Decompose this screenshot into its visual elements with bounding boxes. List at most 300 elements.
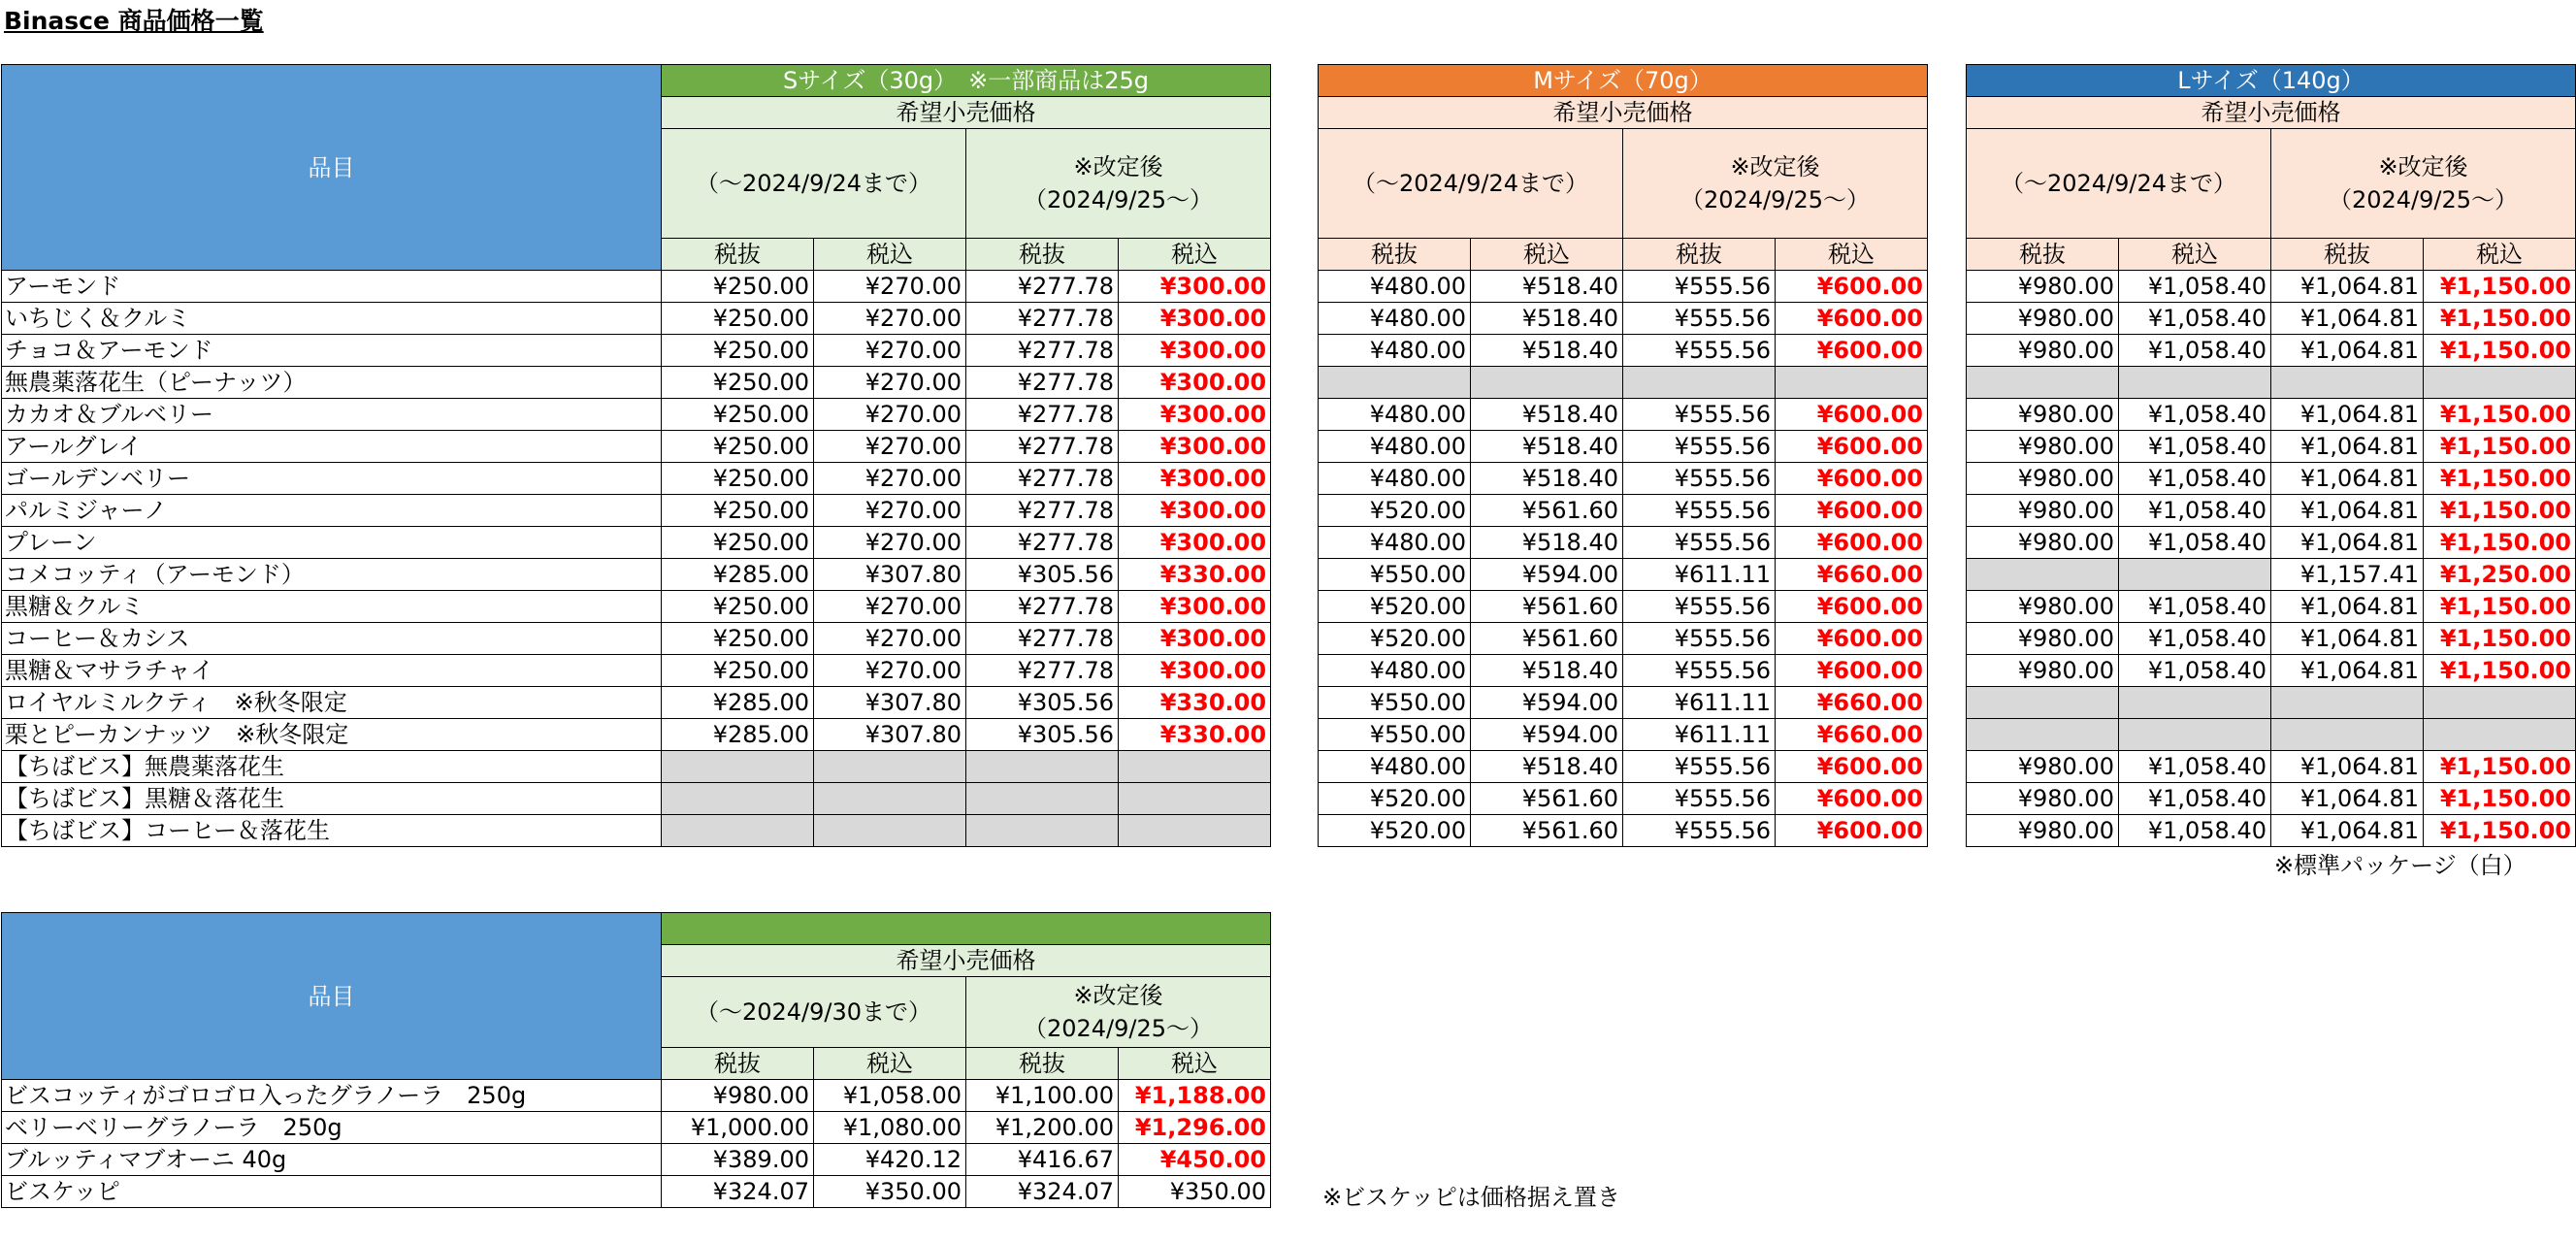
- item-name: コーヒー＆カシス: [2, 623, 662, 655]
- empty-cell: [966, 783, 1119, 815]
- price-cell: ¥518.40: [1471, 751, 1623, 783]
- price-cell: ¥660.00: [1776, 719, 1928, 751]
- item-name: ビスケッピ: [2, 1176, 662, 1208]
- table-row: [2, 1176, 1271, 1208]
- empty-cell: [1776, 367, 1928, 399]
- price-cell: ¥980.00: [1967, 527, 2119, 559]
- price-cell: ¥600.00: [1776, 431, 1928, 463]
- price-cell: ¥480.00: [1319, 399, 1471, 431]
- item-name: 黒糖＆クルミ: [2, 591, 662, 623]
- price-cell: ¥980.00: [1967, 303, 2119, 335]
- item-header: 品目: [2, 913, 662, 1080]
- price-cell: ¥1,150.00: [2424, 815, 2576, 847]
- table-row: [1967, 783, 2576, 815]
- table-row: [1319, 623, 1928, 655]
- table-row: [1967, 719, 2576, 751]
- empty-cell: [1471, 367, 1623, 399]
- price-cell: ¥980.00: [1967, 335, 2119, 367]
- empty-cell: [814, 783, 966, 815]
- price-cell: ¥1,150.00: [2424, 335, 2576, 367]
- price-cell: ¥270.00: [814, 367, 966, 399]
- price-cell: ¥389.00: [662, 1144, 814, 1176]
- price-cell: ¥277.78: [966, 623, 1119, 655]
- tax-incl-header: 税込: [814, 239, 966, 271]
- price-cell: ¥300.00: [1119, 367, 1271, 399]
- price-cell: ¥480.00: [1319, 751, 1471, 783]
- category-header: [662, 913, 1271, 945]
- table-row: [1319, 687, 1928, 719]
- table-row: [2, 271, 1271, 303]
- price-cell: ¥1,058.40: [2119, 655, 2271, 687]
- item-name: 栗とピーカンナッツ ※秋冬限定: [2, 719, 662, 751]
- price-cell: ¥300.00: [1119, 591, 1271, 623]
- price-cell: ¥1,058.40: [2119, 815, 2271, 847]
- price-cell: ¥305.56: [966, 559, 1119, 591]
- table-row: [2, 335, 1271, 367]
- price-cell: ¥1,150.00: [2424, 271, 2576, 303]
- table-row: [2, 655, 1271, 687]
- price-cell: ¥1,064.81: [2271, 815, 2424, 847]
- table-row: [1319, 271, 1928, 303]
- before-period-header: （～2024/9/24まで）: [1967, 129, 2271, 239]
- empty-cell: [966, 815, 1119, 847]
- price-cell: ¥270.00: [814, 591, 966, 623]
- price-cell: ¥1,064.81: [2271, 623, 2424, 655]
- price-cell: ¥1,080.00: [814, 1112, 966, 1144]
- empty-cell: [2424, 719, 2576, 751]
- price-cell: ¥1,150.00: [2424, 495, 2576, 527]
- price-cell: ¥1,150.00: [2424, 303, 2576, 335]
- price-cell: ¥480.00: [1319, 655, 1471, 687]
- price-cell: ¥277.78: [966, 335, 1119, 367]
- price-cell: ¥330.00: [1119, 719, 1271, 751]
- table-row: [2, 399, 1271, 431]
- empty-cell: [662, 751, 814, 783]
- tax-excl-header: 税抜: [1319, 239, 1471, 271]
- price-cell: ¥555.56: [1623, 463, 1776, 495]
- price-cell: ¥1,058.40: [2119, 623, 2271, 655]
- table-row: [2, 303, 1271, 335]
- price-cell: ¥1,150.00: [2424, 591, 2576, 623]
- price-cell: ¥250.00: [662, 335, 814, 367]
- price-cell: ¥416.67: [966, 1144, 1119, 1176]
- item-name: チョコ＆アーモンド: [2, 335, 662, 367]
- item-name: アーモンド: [2, 271, 662, 303]
- table-row: [1967, 271, 2576, 303]
- table-row: [1967, 303, 2576, 335]
- price-cell: ¥420.12: [814, 1144, 966, 1176]
- price-cell: ¥250.00: [662, 399, 814, 431]
- table-row: [1319, 751, 1928, 783]
- price-cell: ¥555.56: [1623, 399, 1776, 431]
- tax-incl-header: 税込: [814, 1048, 966, 1080]
- price-cell: ¥305.56: [966, 687, 1119, 719]
- price-cell: ¥518.40: [1471, 463, 1623, 495]
- retail-price-header: 希望小売価格: [1967, 97, 2576, 129]
- price-cell: ¥561.60: [1471, 591, 1623, 623]
- tax-incl-header: 税込: [2119, 239, 2271, 271]
- empty-cell: [1319, 367, 1471, 399]
- table-row: [1319, 559, 1928, 591]
- price-cell: ¥250.00: [662, 431, 814, 463]
- price-cell: ¥285.00: [662, 559, 814, 591]
- price-cell: ¥594.00: [1471, 559, 1623, 591]
- price-cell: ¥1,250.00: [2424, 559, 2576, 591]
- table-row: [1319, 399, 1928, 431]
- price-cell: ¥611.11: [1623, 719, 1776, 751]
- s-size-price-table: [1, 64, 1271, 847]
- price-cell: ¥600.00: [1776, 815, 1928, 847]
- price-cell: ¥1,058.40: [2119, 751, 2271, 783]
- price-cell: ¥350.00: [814, 1176, 966, 1208]
- price-cell: ¥555.56: [1623, 815, 1776, 847]
- price-cell: ¥305.56: [966, 719, 1119, 751]
- price-cell: ¥270.00: [814, 431, 966, 463]
- price-cell: ¥480.00: [1319, 527, 1471, 559]
- item-name: 【ちばビス】黒糖＆落花生: [2, 783, 662, 815]
- tax-incl-header: 税込: [2424, 239, 2576, 271]
- table-row: [1967, 591, 2576, 623]
- price-cell: ¥270.00: [814, 623, 966, 655]
- price-cell: ¥980.00: [1967, 623, 2119, 655]
- package-note: ※標準パッケージ（白）: [2274, 852, 2527, 879]
- table-row: [1319, 463, 1928, 495]
- table-row: [1319, 431, 1928, 463]
- price-cell: ¥285.00: [662, 687, 814, 719]
- price-cell: ¥1,058.40: [2119, 399, 2271, 431]
- price-cell: ¥1,064.81: [2271, 303, 2424, 335]
- price-cell: ¥555.56: [1623, 591, 1776, 623]
- price-cell: ¥1,157.41: [2271, 559, 2424, 591]
- price-cell: ¥300.00: [1119, 431, 1271, 463]
- price-cell: ¥250.00: [662, 655, 814, 687]
- price-cell: ¥250.00: [662, 463, 814, 495]
- price-cell: ¥980.00: [1967, 591, 2119, 623]
- price-cell: ¥300.00: [1119, 655, 1271, 687]
- price-cell: ¥1,150.00: [2424, 431, 2576, 463]
- tax-excl-header: 税抜: [966, 1048, 1119, 1080]
- price-cell: ¥277.78: [966, 367, 1119, 399]
- s-size-header: Sサイズ（30g） ※一部商品は25g: [662, 65, 1271, 97]
- before-period-header: （～2024/9/24まで）: [662, 129, 966, 239]
- price-cell: ¥270.00: [814, 303, 966, 335]
- empty-cell: [1967, 367, 2119, 399]
- price-cell: ¥277.78: [966, 399, 1119, 431]
- after-period-header: ※改定後 （2024/9/25～）: [2271, 129, 2576, 239]
- table-row: [1319, 335, 1928, 367]
- tax-incl-header: 税込: [1119, 1048, 1271, 1080]
- price-cell: ¥520.00: [1319, 623, 1471, 655]
- price-cell: ¥594.00: [1471, 687, 1623, 719]
- after-period-header: ※改定後 （2024/9/25～）: [1623, 129, 1928, 239]
- price-cell: ¥555.56: [1623, 751, 1776, 783]
- price-cell: ¥980.00: [1967, 463, 2119, 495]
- item-header: 品目: [2, 65, 662, 271]
- table-row: [1319, 783, 1928, 815]
- price-cell: ¥250.00: [662, 527, 814, 559]
- table-row: [2, 527, 1271, 559]
- price-cell: ¥277.78: [966, 431, 1119, 463]
- before-period-header: （～2024/9/24まで）: [1319, 129, 1623, 239]
- price-cell: ¥520.00: [1319, 495, 1471, 527]
- price-cell: ¥1,150.00: [2424, 623, 2576, 655]
- empty-cell: [814, 815, 966, 847]
- price-cell: ¥1,064.81: [2271, 591, 2424, 623]
- price-cell: ¥980.00: [662, 1080, 814, 1112]
- price-cell: ¥550.00: [1319, 687, 1471, 719]
- retail-price-header: 希望小売価格: [662, 97, 1271, 129]
- empty-cell: [1119, 751, 1271, 783]
- table-row: [1967, 655, 2576, 687]
- tax-excl-header: 税抜: [966, 239, 1119, 271]
- tax-excl-header: 税抜: [662, 239, 814, 271]
- price-cell: ¥1,064.81: [2271, 431, 2424, 463]
- price-cell: ¥1,064.81: [2271, 399, 2424, 431]
- table-row: [2, 719, 1271, 751]
- price-cell: ¥285.00: [662, 719, 814, 751]
- item-name: 【ちばビス】無農薬落花生: [2, 751, 662, 783]
- price-cell: ¥600.00: [1776, 655, 1928, 687]
- price-cell: ¥600.00: [1776, 783, 1928, 815]
- table-row: [2, 591, 1271, 623]
- tax-excl-header: 税抜: [1623, 239, 1776, 271]
- table-row: [2, 431, 1271, 463]
- item-name: カカオ＆ブルベリー: [2, 399, 662, 431]
- table-row: [1319, 591, 1928, 623]
- m-size-price-table: [1318, 64, 1928, 847]
- price-cell: ¥270.00: [814, 463, 966, 495]
- price-cell: ¥300.00: [1119, 527, 1271, 559]
- price-cell: ¥1,058.40: [2119, 271, 2271, 303]
- price-cell: ¥1,058.40: [2119, 431, 2271, 463]
- table-row: [1967, 335, 2576, 367]
- table-row: [1319, 719, 1928, 751]
- price-cell: ¥250.00: [662, 367, 814, 399]
- price-cell: ¥980.00: [1967, 815, 2119, 847]
- table-row: [2, 1144, 1271, 1176]
- price-cell: ¥600.00: [1776, 303, 1928, 335]
- price-cell: ¥980.00: [1967, 271, 2119, 303]
- empty-cell: [2424, 687, 2576, 719]
- price-cell: ¥1,064.81: [2271, 783, 2424, 815]
- price-cell: ¥270.00: [814, 527, 966, 559]
- item-name: ロイヤルミルクティ ※秋冬限定: [2, 687, 662, 719]
- empty-cell: [814, 751, 966, 783]
- table-row: [1967, 815, 2576, 847]
- price-cell: ¥1,064.81: [2271, 463, 2424, 495]
- m-size-header: Mサイズ（70g）: [1319, 65, 1928, 97]
- price-cell: ¥555.56: [1623, 271, 1776, 303]
- item-name: 【ちばビス】コーヒー＆落花生: [2, 815, 662, 847]
- empty-cell: [662, 815, 814, 847]
- table-row: [1319, 815, 1928, 847]
- price-cell: ¥300.00: [1119, 303, 1271, 335]
- table-row: [1967, 431, 2576, 463]
- empty-cell: [2271, 367, 2424, 399]
- table-row: [1319, 495, 1928, 527]
- item-name: コメコッティ（アーモンド）: [2, 559, 662, 591]
- empty-cell: [2424, 367, 2576, 399]
- price-cell: ¥277.78: [966, 463, 1119, 495]
- price-cell: ¥555.56: [1623, 623, 1776, 655]
- empty-cell: [2119, 687, 2271, 719]
- price-cell: ¥518.40: [1471, 399, 1623, 431]
- price-cell: ¥1,150.00: [2424, 783, 2576, 815]
- price-cell: ¥1,058.00: [814, 1080, 966, 1112]
- empty-cell: [2119, 367, 2271, 399]
- table-row: [1967, 527, 2576, 559]
- price-cell: ¥518.40: [1471, 431, 1623, 463]
- table-row: [2, 1080, 1271, 1112]
- price-cell: ¥450.00: [1119, 1144, 1271, 1176]
- price-cell: ¥561.60: [1471, 815, 1623, 847]
- price-cell: ¥324.07: [662, 1176, 814, 1208]
- price-cell: ¥555.56: [1623, 783, 1776, 815]
- table-row: [1319, 527, 1928, 559]
- price-cell: ¥600.00: [1776, 751, 1928, 783]
- item-name: 黒糖＆マサラチャイ: [2, 655, 662, 687]
- price-cell: ¥300.00: [1119, 271, 1271, 303]
- price-cell: ¥300.00: [1119, 463, 1271, 495]
- tax-excl-header: 税抜: [1967, 239, 2119, 271]
- price-cell: ¥330.00: [1119, 559, 1271, 591]
- price-cell: ¥277.78: [966, 527, 1119, 559]
- price-cell: ¥250.00: [662, 303, 814, 335]
- price-cell: ¥350.00: [1119, 1176, 1271, 1208]
- price-cell: ¥1,058.40: [2119, 527, 2271, 559]
- price-cell: ¥1,058.40: [2119, 783, 2271, 815]
- table-row: [1319, 303, 1928, 335]
- price-cell: ¥600.00: [1776, 271, 1928, 303]
- price-cell: ¥561.60: [1471, 495, 1623, 527]
- table-row: [2, 783, 1271, 815]
- item-name: 無農薬落花生（ピーナッツ）: [2, 367, 662, 399]
- price-cell: ¥480.00: [1319, 335, 1471, 367]
- table-row: [1967, 687, 2576, 719]
- price-cell: ¥520.00: [1319, 783, 1471, 815]
- price-cell: ¥1,064.81: [2271, 527, 2424, 559]
- price-cell: ¥980.00: [1967, 495, 2119, 527]
- table-row: [1967, 495, 2576, 527]
- price-cell: ¥300.00: [1119, 335, 1271, 367]
- tax-excl-header: 税抜: [662, 1048, 814, 1080]
- price-cell: ¥980.00: [1967, 431, 2119, 463]
- tax-incl-header: 税込: [1776, 239, 1928, 271]
- table-row: [2, 687, 1271, 719]
- price-cell: ¥1,000.00: [662, 1112, 814, 1144]
- price-cell: ¥1,188.00: [1119, 1080, 1271, 1112]
- price-cell: ¥561.60: [1471, 623, 1623, 655]
- price-cell: ¥980.00: [1967, 399, 2119, 431]
- price-cell: ¥611.11: [1623, 559, 1776, 591]
- page-title: Binasce 商品価格一覧: [4, 7, 264, 35]
- bisukeppi-note: ※ビスケッピは価格据え置き: [1322, 1184, 1620, 1211]
- price-cell: ¥555.56: [1623, 655, 1776, 687]
- price-cell: ¥277.78: [966, 591, 1119, 623]
- price-cell: ¥594.00: [1471, 719, 1623, 751]
- empty-cell: [1623, 367, 1776, 399]
- price-cell: ¥555.56: [1623, 303, 1776, 335]
- price-cell: ¥307.80: [814, 559, 966, 591]
- price-cell: ¥1,064.81: [2271, 495, 2424, 527]
- item-name: ブルッティマブオーニ 40g: [2, 1144, 662, 1176]
- item-name: プレーン: [2, 527, 662, 559]
- price-cell: ¥660.00: [1776, 687, 1928, 719]
- price-cell: ¥1,150.00: [2424, 527, 2576, 559]
- table-row: [1967, 751, 2576, 783]
- empty-cell: [1119, 783, 1271, 815]
- price-cell: ¥1,064.81: [2271, 335, 2424, 367]
- price-cell: ¥1,150.00: [2424, 399, 2576, 431]
- price-cell: ¥277.78: [966, 303, 1119, 335]
- price-cell: ¥600.00: [1776, 495, 1928, 527]
- price-cell: ¥1,058.40: [2119, 303, 2271, 335]
- price-cell: ¥270.00: [814, 271, 966, 303]
- table-row: [2, 495, 1271, 527]
- price-cell: ¥555.56: [1623, 527, 1776, 559]
- price-cell: ¥250.00: [662, 591, 814, 623]
- price-cell: ¥518.40: [1471, 303, 1623, 335]
- tax-incl-header: 税込: [1471, 239, 1623, 271]
- price-cell: ¥1,064.81: [2271, 271, 2424, 303]
- price-cell: ¥1,058.40: [2119, 463, 2271, 495]
- table-row: [2, 751, 1271, 783]
- price-cell: ¥480.00: [1319, 463, 1471, 495]
- price-cell: ¥480.00: [1319, 431, 1471, 463]
- price-cell: ¥518.40: [1471, 335, 1623, 367]
- price-cell: ¥550.00: [1319, 559, 1471, 591]
- price-cell: ¥480.00: [1319, 303, 1471, 335]
- price-cell: ¥980.00: [1967, 751, 2119, 783]
- price-cell: ¥1,200.00: [966, 1112, 1119, 1144]
- price-cell: ¥324.07: [966, 1176, 1119, 1208]
- price-cell: ¥250.00: [662, 271, 814, 303]
- price-cell: ¥1,064.81: [2271, 655, 2424, 687]
- empty-cell: [1967, 687, 2119, 719]
- table-row: [1967, 559, 2576, 591]
- after-period-header: ※改定後 （2024/9/25～）: [966, 129, 1271, 239]
- table-row: [1319, 655, 1928, 687]
- item-name: いちじく＆クルミ: [2, 303, 662, 335]
- price-cell: ¥600.00: [1776, 463, 1928, 495]
- price-cell: ¥518.40: [1471, 271, 1623, 303]
- price-cell: ¥1,058.40: [2119, 495, 2271, 527]
- price-cell: ¥300.00: [1119, 623, 1271, 655]
- price-cell: ¥307.80: [814, 719, 966, 751]
- retail-price-header: 希望小売価格: [662, 945, 1271, 977]
- table-row: [1967, 399, 2576, 431]
- table-row: [1967, 367, 2576, 399]
- before-period-header: （～2024/9/30まで）: [662, 977, 966, 1048]
- price-cell: ¥270.00: [814, 399, 966, 431]
- tax-incl-header: 税込: [1119, 239, 1271, 271]
- empty-cell: [2271, 719, 2424, 751]
- empty-cell: [1967, 719, 2119, 751]
- price-cell: ¥600.00: [1776, 623, 1928, 655]
- price-cell: ¥600.00: [1776, 527, 1928, 559]
- after-period-header: ※改定後 （2024/9/25～）: [966, 977, 1271, 1048]
- price-cell: ¥555.56: [1623, 431, 1776, 463]
- price-cell: ¥555.56: [1623, 495, 1776, 527]
- empty-cell: [966, 751, 1119, 783]
- price-cell: ¥1,150.00: [2424, 463, 2576, 495]
- empty-cell: [2119, 719, 2271, 751]
- price-cell: ¥300.00: [1119, 495, 1271, 527]
- l-size-price-table: [1966, 64, 2576, 847]
- price-cell: ¥520.00: [1319, 815, 1471, 847]
- price-cell: ¥980.00: [1967, 783, 2119, 815]
- price-cell: ¥980.00: [1967, 655, 2119, 687]
